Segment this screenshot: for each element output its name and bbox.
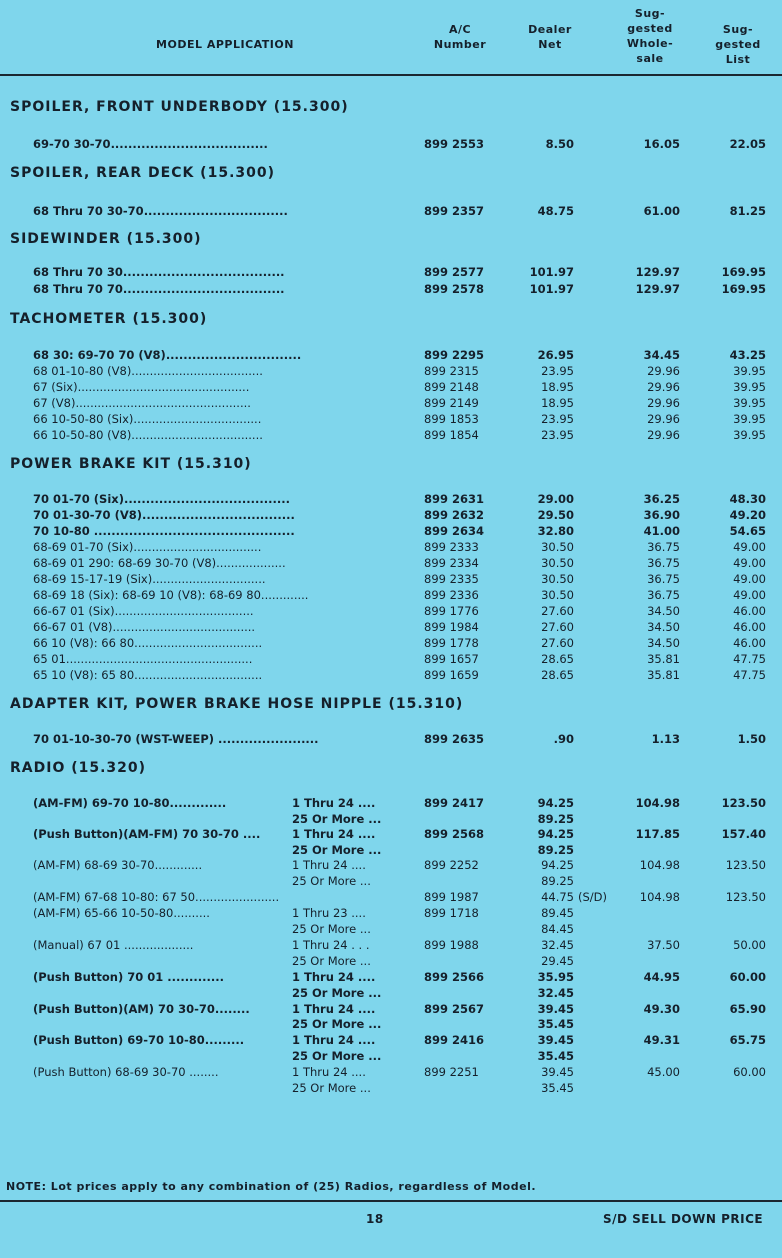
ac-number: 899 2632 xyxy=(424,508,485,522)
model-application: 68-69 18 (Six): 68-69 10 (V8): 68-69 80............. xyxy=(33,588,309,602)
column-header xyxy=(0,0,782,72)
suggested-wholesale: 49.31 xyxy=(643,1033,680,1047)
ac-number: 899 2357 xyxy=(424,204,485,218)
dealer-net: 39.45 xyxy=(541,1065,574,1079)
ac-number: 899 2335 xyxy=(424,572,479,586)
table-row xyxy=(0,1016,782,1032)
suggested-list: 54.65 xyxy=(729,524,766,538)
quantity-tier: 25 Or More ... xyxy=(292,843,382,857)
model-application: 66 10-50-80 (V8).................................... xyxy=(33,428,263,442)
suggested-wholesale: 129.97 xyxy=(635,282,680,296)
table-row xyxy=(0,667,782,683)
ac-number: 899 1987 xyxy=(424,890,479,904)
quantity-tier: 1 Thru 24 .... xyxy=(292,970,376,984)
dealer-net: 29.45 xyxy=(541,954,574,968)
section-title: ADAPTER KIT, POWER BRAKE HOSE NIPPLE (15.310) xyxy=(10,696,464,712)
table-row xyxy=(0,264,782,280)
ac-number: 899 1718 xyxy=(424,906,479,920)
ac-number: 899 2567 xyxy=(424,1002,485,1016)
model-application: 70 01-10-30-70 (WST-WEEP) ....................... xyxy=(33,732,319,746)
suggested-list: 60.00 xyxy=(729,970,766,984)
ac-number: 899 2416 xyxy=(424,1033,485,1047)
suggested-wholesale: 29.96 xyxy=(647,412,680,426)
suggested-wholesale: 36.75 xyxy=(647,572,680,586)
quantity-tier: 25 Or More ... xyxy=(292,1049,382,1063)
suggested-wholesale: 29.96 xyxy=(647,380,680,394)
suggested-list: 39.95 xyxy=(733,396,766,410)
table-row xyxy=(0,651,782,667)
model-application: (Push Button)(AM) 70 30-70........ xyxy=(33,1002,250,1016)
model-application: 70 10-80 .............................................. xyxy=(33,524,295,538)
table-row xyxy=(0,1048,782,1064)
dealer-net: 29.00 xyxy=(537,492,574,506)
quantity-tier: 25 Or More ... xyxy=(292,1017,382,1031)
suggested-wholesale: 36.90 xyxy=(643,508,680,522)
dealer-net: 89.25 xyxy=(537,812,574,826)
model-application: 68 30: 69-70 70 (V8)............................... xyxy=(33,348,302,362)
suggested-list: 39.95 xyxy=(733,428,766,442)
ac-number: 899 2577 xyxy=(424,265,485,279)
dealer-net: 32.45 xyxy=(537,986,574,1000)
header-suggested-list: Sug- gested List xyxy=(715,23,761,66)
ac-number: 899 2334 xyxy=(424,556,479,570)
dealer-net: 94.25 xyxy=(537,827,574,841)
dealer-net: 30.50 xyxy=(541,540,574,554)
header-rule xyxy=(0,74,782,76)
footer-rule xyxy=(0,1200,782,1202)
suggested-list: 169.95 xyxy=(721,265,766,279)
lot-price-note: NOTE: Lot prices apply to any combination of (25) Radios, regardless of Model. xyxy=(6,1180,537,1193)
dealer-net: 35.45 xyxy=(541,1081,574,1095)
ac-number: 899 1778 xyxy=(424,636,479,650)
suggested-wholesale: 34.50 xyxy=(647,620,680,634)
dealer-net: 27.60 xyxy=(541,636,574,650)
table-row xyxy=(0,1001,782,1017)
ac-number: 899 2634 xyxy=(424,524,485,538)
dealer-net: 32.45 xyxy=(541,938,574,952)
model-application: 65 01................................................... xyxy=(33,652,253,666)
suggested-list: 22.05 xyxy=(729,137,766,151)
suggested-wholesale: 104.98 xyxy=(639,858,680,872)
suggested-wholesale: 117.85 xyxy=(635,827,680,841)
suggested-list: 46.00 xyxy=(733,636,766,650)
suggested-wholesale: 37.50 xyxy=(647,938,680,952)
section-title: TACHOMETER (15.300) xyxy=(10,311,208,327)
suggested-list: 49.00 xyxy=(733,540,766,554)
suggested-wholesale: 29.96 xyxy=(647,396,680,410)
suggested-list: 1.50 xyxy=(737,732,766,746)
ac-number: 899 2417 xyxy=(424,796,485,810)
table-row xyxy=(0,985,782,1001)
suggested-list: 39.95 xyxy=(733,380,766,394)
suggested-wholesale: 16.05 xyxy=(643,137,680,151)
page-number: 18 xyxy=(366,1212,384,1226)
dealer-net: 8.50 xyxy=(545,137,574,151)
suggested-wholesale: 36.25 xyxy=(643,492,680,506)
dealer-net: 35.45 xyxy=(537,1049,574,1063)
header-ac-number: A/C Number xyxy=(433,23,487,51)
dealer-net: 30.50 xyxy=(541,556,574,570)
model-application: 65 10 (V8): 65 80................................... xyxy=(33,668,263,682)
suggested-list: 123.50 xyxy=(725,858,766,872)
quantity-tier: 25 Or More ... xyxy=(292,1081,371,1095)
quantity-tier: 1 Thru 23 .... xyxy=(292,906,366,920)
suggested-wholesale: 44.95 xyxy=(643,970,680,984)
table-row xyxy=(0,953,782,969)
table-row xyxy=(0,905,782,921)
ac-number: 899 2635 xyxy=(424,732,485,746)
table-row xyxy=(0,731,782,747)
dealer-net: 101.97 xyxy=(529,282,574,296)
table-row xyxy=(0,842,782,858)
dealer-net: 94.25 xyxy=(541,858,574,872)
dealer-net: 39.45 xyxy=(537,1033,574,1047)
dealer-net: .90 xyxy=(553,732,574,746)
ac-number: 899 2295 xyxy=(424,348,485,362)
table-row xyxy=(0,635,782,651)
section-title: RADIO (15.320) xyxy=(10,760,147,776)
table-row xyxy=(0,539,782,555)
dealer-net: 23.95 xyxy=(541,364,574,378)
quantity-tier: 1 Thru 24 .... xyxy=(292,827,376,841)
table-row xyxy=(0,811,782,827)
dealer-net: 35.45 xyxy=(537,1017,574,1031)
suggested-wholesale: 34.50 xyxy=(647,604,680,618)
model-application: 68 01-10-80 (V8).................................... xyxy=(33,364,263,378)
suggested-wholesale: 34.50 xyxy=(647,636,680,650)
dealer-net: 30.50 xyxy=(541,572,574,586)
suggested-list: 39.95 xyxy=(733,364,766,378)
ac-number: 899 2333 xyxy=(424,540,479,554)
suggested-list: 157.40 xyxy=(721,827,766,841)
suggested-list: 123.50 xyxy=(721,796,766,810)
table-row xyxy=(0,411,782,427)
dealer-net: 44.75 xyxy=(541,890,574,904)
model-application: (AM-FM) 67-68 10-80: 67 50....................... xyxy=(33,890,280,904)
suggested-wholesale: 1.13 xyxy=(651,732,680,746)
suggested-wholesale: 49.30 xyxy=(643,1002,680,1016)
dealer-net: 23.95 xyxy=(541,412,574,426)
section-title: SPOILER, FRONT UNDERBODY (15.300) xyxy=(10,99,349,115)
model-application: 70 01-70 (Six)...................................... xyxy=(33,492,290,506)
model-application: (AM-FM) 69-70 10-80............. xyxy=(33,796,227,810)
suggested-list: 169.95 xyxy=(721,282,766,296)
table-row xyxy=(0,363,782,379)
suggested-wholesale: 45.00 xyxy=(647,1065,680,1079)
suggested-wholesale: 35.81 xyxy=(647,668,680,682)
ac-number: 899 2252 xyxy=(424,858,479,872)
suggested-list: 60.00 xyxy=(733,1065,766,1079)
model-application: 67 (Six)............................................... xyxy=(33,380,250,394)
suggested-list: 81.25 xyxy=(729,204,766,218)
table-row xyxy=(0,571,782,587)
suggested-list: 50.00 xyxy=(733,938,766,952)
table-row xyxy=(0,136,782,152)
model-application: (Push Button) 69-70 10-80......... xyxy=(33,1033,245,1047)
suggested-list: 47.75 xyxy=(733,668,766,682)
dealer-net: 27.60 xyxy=(541,620,574,634)
table-row xyxy=(0,889,782,905)
suggested-wholesale: 41.00 xyxy=(643,524,680,538)
suggested-list: 65.75 xyxy=(729,1033,766,1047)
ac-number: 899 2315 xyxy=(424,364,479,378)
suggested-list: 65.90 xyxy=(729,1002,766,1016)
suggested-list: 46.00 xyxy=(733,620,766,634)
table-row xyxy=(0,603,782,619)
ac-number: 899 1659 xyxy=(424,668,479,682)
dealer-net: 101.97 xyxy=(529,265,574,279)
ac-number: 899 2631 xyxy=(424,492,485,506)
dealer-net: 84.45 xyxy=(541,922,574,936)
table-row xyxy=(0,379,782,395)
suggested-list: 49.00 xyxy=(733,572,766,586)
suggested-wholesale: 29.96 xyxy=(647,428,680,442)
ac-number: 899 2566 xyxy=(424,970,485,984)
table-row xyxy=(0,937,782,953)
model-application: (AM-FM) 68-69 30-70............. xyxy=(33,858,203,872)
model-application: 66 10 (V8): 66 80................................... xyxy=(33,636,263,650)
suggested-wholesale: 35.81 xyxy=(647,652,680,666)
dealer-net: 94.25 xyxy=(537,796,574,810)
model-application: 66-67 01 (Six)...................................... xyxy=(33,604,254,618)
sell-down-legend: S/D SELL DOWN PRICE xyxy=(603,1212,764,1226)
dealer-net: 23.95 xyxy=(541,428,574,442)
dealer-net: 28.65 xyxy=(541,668,574,682)
quantity-tier: 25 Or More ... xyxy=(292,986,382,1000)
suggested-list: 49.00 xyxy=(733,556,766,570)
ac-number: 899 2251 xyxy=(424,1065,479,1079)
table-row xyxy=(0,587,782,603)
dealer-net: 18.95 xyxy=(541,396,574,410)
table-row xyxy=(0,281,782,297)
quantity-tier: 1 Thru 24 .... xyxy=(292,796,376,810)
quantity-tier: 1 Thru 24 .... xyxy=(292,1065,366,1079)
model-application: (AM-FM) 65-66 10-50-80.......... xyxy=(33,906,210,920)
model-application: (Push Button) 70 01 ............. xyxy=(33,970,225,984)
model-application: 70 01-30-70 (V8)................................... xyxy=(33,508,295,522)
suggested-list: 43.25 xyxy=(729,348,766,362)
model-application: 68 Thru 70 70..................................... xyxy=(33,282,285,296)
quantity-tier: 1 Thru 24 .... xyxy=(292,1002,376,1016)
dealer-net: 26.95 xyxy=(537,348,574,362)
ac-number: 899 2149 xyxy=(424,396,479,410)
model-application: (Push Button) 68-69 30-70 ........ xyxy=(33,1065,219,1079)
header-model-application: MODEL APPLICATION xyxy=(156,38,294,51)
table-row xyxy=(0,555,782,571)
suggested-wholesale: 29.96 xyxy=(647,364,680,378)
section-title: POWER BRAKE KIT (15.310) xyxy=(10,456,252,472)
table-row xyxy=(0,873,782,889)
table-row xyxy=(0,523,782,539)
suggested-list: 46.00 xyxy=(733,604,766,618)
suggested-wholesale: 129.97 xyxy=(635,265,680,279)
table-row xyxy=(0,969,782,985)
dealer-net: 30.50 xyxy=(541,588,574,602)
model-application: 66 10-50-80 (Six)................................... xyxy=(33,412,262,426)
ac-number: 899 1657 xyxy=(424,652,479,666)
table-row xyxy=(0,347,782,363)
table-row xyxy=(0,1032,782,1048)
dealer-net: 89.25 xyxy=(541,874,574,888)
dealer-net: 27.60 xyxy=(541,604,574,618)
ac-number: 899 1984 xyxy=(424,620,479,634)
ac-number: 899 2336 xyxy=(424,588,479,602)
dealer-net: 89.45 xyxy=(541,906,574,920)
table-row xyxy=(0,1064,782,1080)
section-title: SIDEWINDER (15.300) xyxy=(10,231,202,247)
table-row xyxy=(0,795,782,811)
quantity-tier: 1 Thru 24 . . . xyxy=(292,938,370,952)
sell-down-mark: (S/D) xyxy=(578,890,608,904)
dealer-net: 18.95 xyxy=(541,380,574,394)
dealer-net: 35.95 xyxy=(537,970,574,984)
header-dealer-net: Dealer Net xyxy=(528,23,572,51)
table-row xyxy=(0,507,782,523)
quantity-tier: 1 Thru 24 .... xyxy=(292,1033,376,1047)
model-application: 67 (V8)................................................ xyxy=(33,396,251,410)
model-application: (Push Button)(AM-FM) 70 30-70 .... xyxy=(33,827,261,841)
model-application: 66-67 01 (V8)....................................... xyxy=(33,620,256,634)
suggested-list: 47.75 xyxy=(733,652,766,666)
model-application: 68-69 01-70 (Six)................................... xyxy=(33,540,262,554)
dealer-net: 48.75 xyxy=(537,204,574,218)
model-application: 68 Thru 70 30-70................................. xyxy=(33,204,288,218)
model-application: 68-69 15-17-19 (Six)............................... xyxy=(33,572,266,586)
ac-number: 899 1988 xyxy=(424,938,479,952)
dealer-net: 89.25 xyxy=(537,843,574,857)
ac-number: 899 1853 xyxy=(424,412,479,426)
table-row xyxy=(0,857,782,873)
table-row xyxy=(0,619,782,635)
suggested-list: 49.00 xyxy=(733,588,766,602)
table-row xyxy=(0,203,782,219)
suggested-list: 39.95 xyxy=(733,412,766,426)
table-row xyxy=(0,921,782,937)
dealer-net: 32.80 xyxy=(537,524,574,538)
table-row xyxy=(0,395,782,411)
quantity-tier: 25 Or More ... xyxy=(292,812,382,826)
model-application: 68 Thru 70 30..................................... xyxy=(33,265,285,279)
quantity-tier: 25 Or More ... xyxy=(292,874,371,888)
quantity-tier: 25 Or More ... xyxy=(292,922,371,936)
dealer-net: 28.65 xyxy=(541,652,574,666)
quantity-tier: 1 Thru 24 .... xyxy=(292,858,366,872)
ac-number: 899 2553 xyxy=(424,137,485,151)
quantity-tier: 25 Or More ... xyxy=(292,954,371,968)
model-application: (Manual) 67 01 ................... xyxy=(33,938,194,952)
suggested-wholesale: 61.00 xyxy=(643,204,680,218)
suggested-wholesale: 104.98 xyxy=(635,796,680,810)
suggested-wholesale: 36.75 xyxy=(647,556,680,570)
table-row xyxy=(0,491,782,507)
table-row xyxy=(0,1080,782,1096)
suggested-wholesale: 36.75 xyxy=(647,588,680,602)
dealer-net: 39.45 xyxy=(537,1002,574,1016)
suggested-wholesale: 36.75 xyxy=(647,540,680,554)
ac-number: 899 2568 xyxy=(424,827,485,841)
table-row xyxy=(0,427,782,443)
model-application: 68-69 01 290: 68-69 30-70 (V8)................... xyxy=(33,556,286,570)
ac-number: 899 1854 xyxy=(424,428,479,442)
ac-number: 899 1776 xyxy=(424,604,479,618)
suggested-wholesale: 104.98 xyxy=(639,890,680,904)
section-title: SPOILER, REAR DECK (15.300) xyxy=(10,165,276,181)
header-suggested-wholesale: Sug- gested Whole- sale xyxy=(626,7,674,65)
suggested-list: 49.20 xyxy=(729,508,766,522)
dealer-net: 29.50 xyxy=(537,508,574,522)
table-row xyxy=(0,826,782,842)
model-application: 69-70 30-70.................................... xyxy=(33,137,268,151)
suggested-list: 123.50 xyxy=(725,890,766,904)
suggested-list: 48.30 xyxy=(729,492,766,506)
ac-number: 899 2148 xyxy=(424,380,479,394)
ac-number: 899 2578 xyxy=(424,282,485,296)
suggested-wholesale: 34.45 xyxy=(643,348,680,362)
